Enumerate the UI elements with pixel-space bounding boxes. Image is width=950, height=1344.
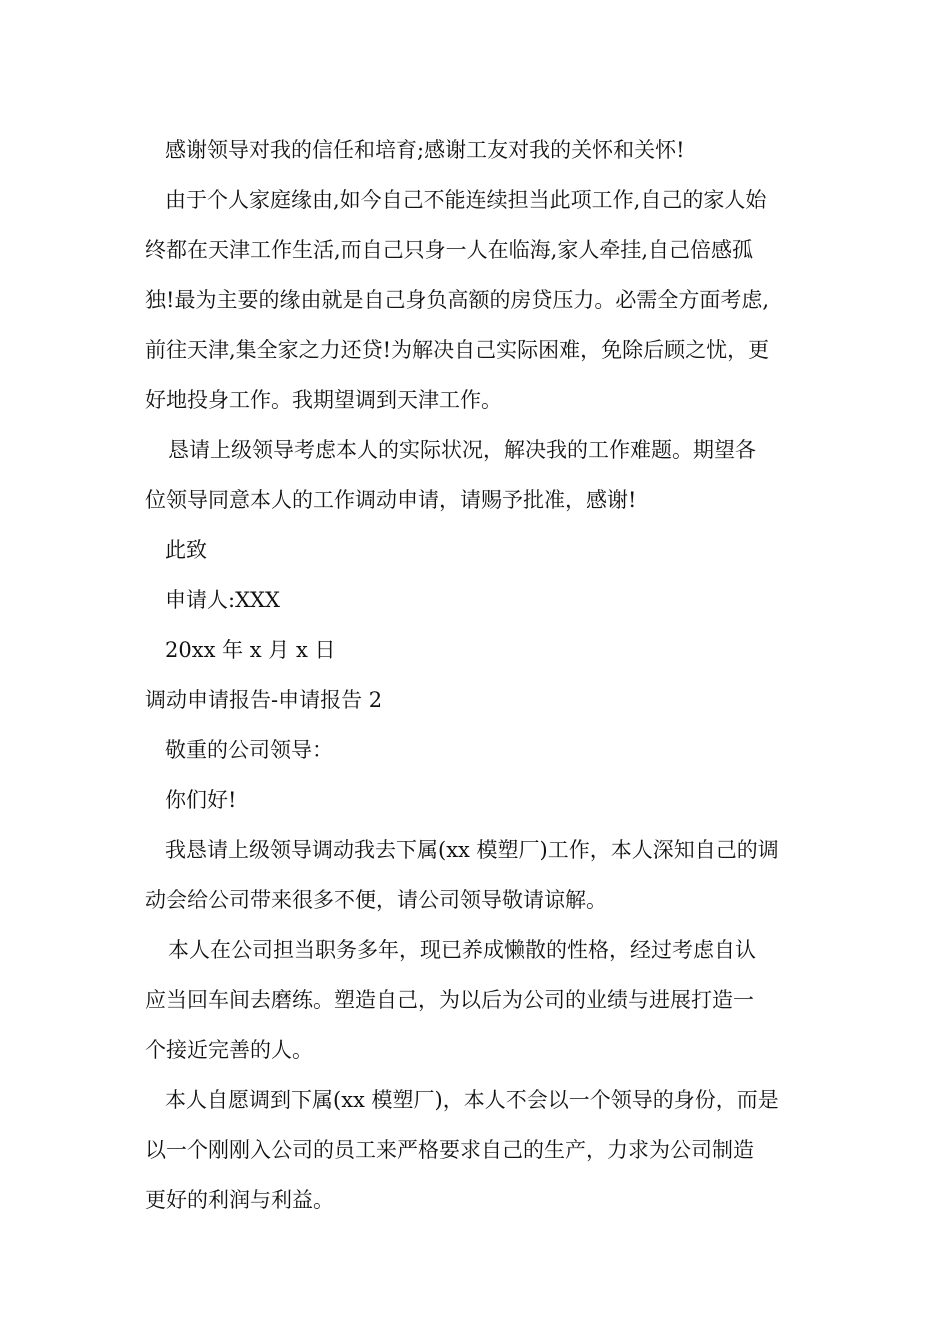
paragraph-line: 以一个刚刚入公司的员工来严格要求自己的生产，力求为公司制造 <box>145 1138 754 1162</box>
applicant-line: 申请人:XXX <box>165 588 280 612</box>
paragraph-line: 位领导同意本人的工作调动申请，请赐予批准，感谢! <box>145 488 637 512</box>
date-line: 20xx 年 x 月 x 日 <box>165 638 336 662</box>
paragraph-line: 独!最为主要的缘由就是自己身负高额的房贷压力。必需全方面考虑, <box>145 288 770 312</box>
paragraph-line: 动会给公司带来很多不便，请公司领导敬请谅解。 <box>145 888 607 912</box>
paragraph-line: 更好的利润与利益。 <box>145 1188 334 1212</box>
paragraph-line: 感谢领导对我的信任和培育;感谢工友对我的关怀和关怀! <box>165 138 685 162</box>
paragraph-line: 本人在公司担当职务多年，现已养成懒散的性格，经过考虑自认 <box>168 938 756 962</box>
paragraph-line: 由于个人家庭缘由,如今自己不能连续担当此项工作,自己的家人始 <box>165 188 767 212</box>
paragraph-line: 终都在天津工作生活,而自己只身一人在临海,家人牵挂,自己倍感孤 <box>145 238 754 262</box>
paragraph-line: 我恳请上级领导调动我去下属(xx 模塑厂)工作，本人深知自己的调 <box>165 838 779 862</box>
paragraph-line: 个接近完善的人。 <box>145 1038 313 1062</box>
paragraph-line: 本人自愿调到下属(xx 模塑厂)，本人不会以一个领导的身份，而是 <box>165 1088 779 1112</box>
paragraph-line: 好地投身工作。我期望调到天津工作。 <box>145 388 502 412</box>
greeting-line: 敬重的公司领导： <box>165 738 333 762</box>
greeting-line: 你们好! <box>165 788 237 812</box>
paragraph-line: 恳请上级领导考虑本人的实际状况，解决我的工作难题。期望各 <box>168 438 756 462</box>
section-title: 调动申请报告-申请报告 2 <box>145 688 383 712</box>
closing-salutation: 此致 <box>165 538 207 562</box>
paragraph-line: 应当回车间去磨练。塑造自己，为以后为公司的业绩与进展打造一 <box>145 988 754 1012</box>
paragraph-line: 前往天津,集全家之力还贷!为解决自己实际困难，免除后顾之忧，更 <box>145 338 770 362</box>
